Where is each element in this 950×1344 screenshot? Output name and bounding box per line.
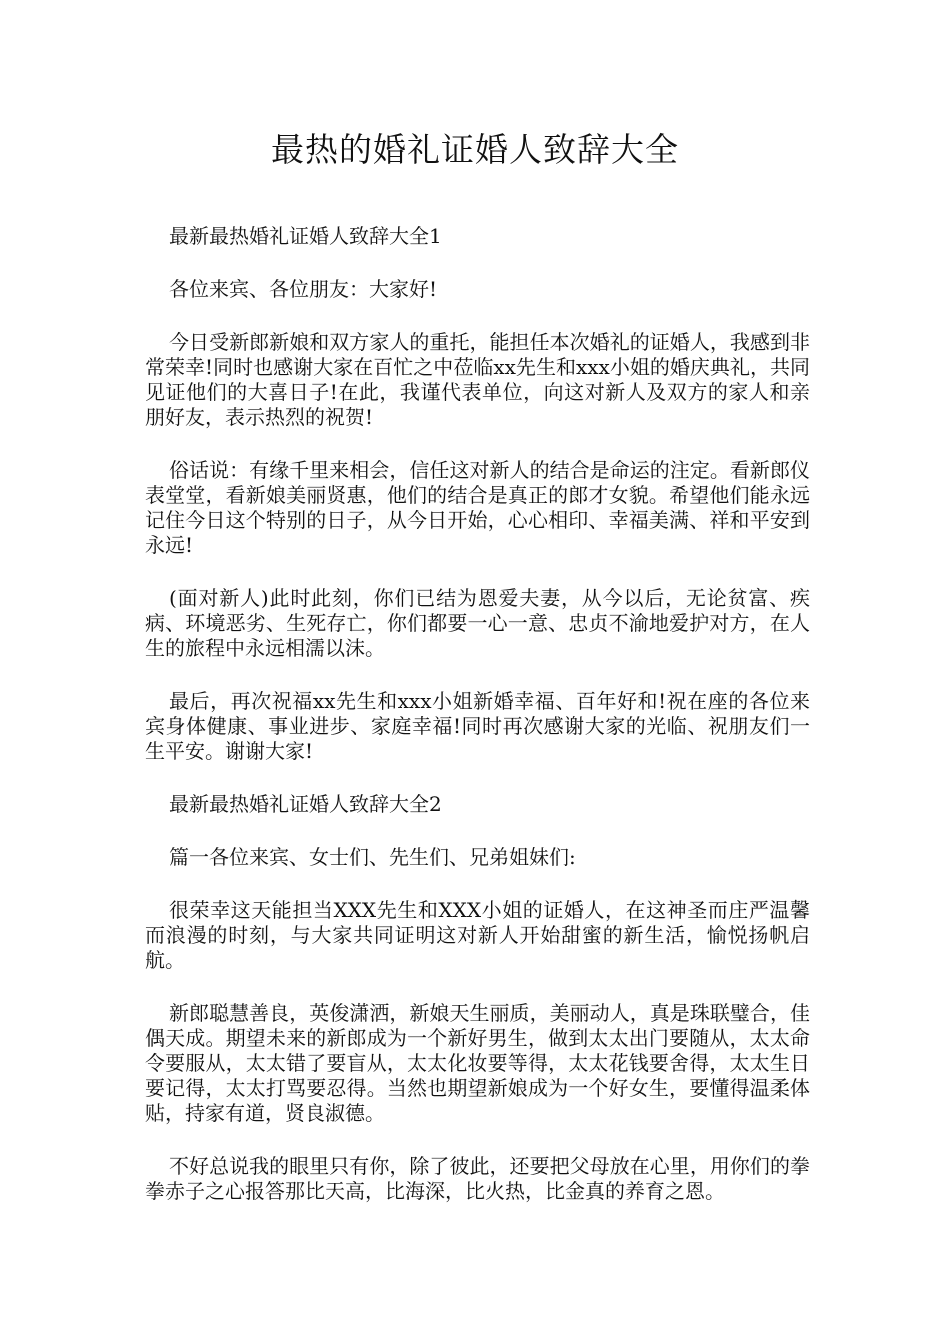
body-paragraph: 不好总说我的眼里只有你，除了彼此，还要把父母放在心里，用你们的拳拳赤子之心报答那比天高，比海深，比火热，比金真的养育之恩。 bbox=[145, 1154, 810, 1203]
body-paragraph: 很荣幸这天能担当XXX先生和XXX小姐的证婚人，在这神圣而庄严温馨而浪漫的时刻，与大家共同证明这对新人开始甜蜜的新生活，愉悦扬帆启航。 bbox=[145, 898, 810, 972]
body-paragraph: 俗话说：有缘千里来相会，信任这对新人的结合是命运的注定。看新郎仪表堂堂，看新娘美丽贤惠，他们的结合是真正的郎才女貌。希望他们能永远记住今日这个特别的日子，从今日开始，心心相印、幸福美满、祥和平安到永远! bbox=[145, 458, 810, 557]
body-paragraph: (面对新人)此时此刻，你们已结为恩爱夫妻，从今以后，无论贫富、疾病、环境恶劣、生死存亡，你们都要一心一意、忠贞不渝地爱护对方，在人生的旅程中永远相濡以沫。 bbox=[145, 586, 810, 660]
body-paragraph: 最后，再次祝福xx先生和xxx小姐新婚幸福、百年好和!祝在座的各位来宾身体健康、事业进步、家庭幸福!同时再次感谢大家的光临、祝朋友们一生平安。谢谢大家! bbox=[145, 689, 810, 763]
document-title: 最热的婚礼证婚人致辞大全 bbox=[271, 130, 679, 169]
section-heading-1: 最新最热婚礼证婚人致辞大全1 bbox=[169, 224, 442, 248]
section-heading-2: 最新最热婚礼证婚人致辞大全2 bbox=[169, 792, 442, 816]
document-body bbox=[145, 224, 810, 1232]
greeting-paragraph: 各位来宾、各位朋友：大家好! bbox=[169, 277, 438, 301]
greeting-paragraph: 篇一各位来宾、女士们、先生们、兄弟姐妹们: bbox=[169, 845, 576, 869]
body-paragraph: 新郎聪慧善良，英俊潇洒，新娘天生丽质，美丽动人，真是珠联璧合，佳偶天成。期望未来的新郎成为一个新好男生，做到太太出门要随从，太太命令要服从，太太错了要盲从，太太化妆要等得，太太花钱要舍得，太太生日要记得，太太打骂要忍得。当然也期望新娘成为一个好女生，要懂得温柔体贴，持家有道，贤良淑德。 bbox=[145, 1001, 810, 1125]
body-paragraph: 今日受新郎新娘和双方家人的重托，能担任本次婚礼的证婚人，我感到非常荣幸!同时也感谢大家在百忙之中莅临xx先生和xxx小姐的婚庆典礼，共同见证他们的大喜日子!在此，我谨代表单位，向这对新人及双方的家人和亲朋好友，表示热烈的祝贺! bbox=[145, 330, 810, 429]
